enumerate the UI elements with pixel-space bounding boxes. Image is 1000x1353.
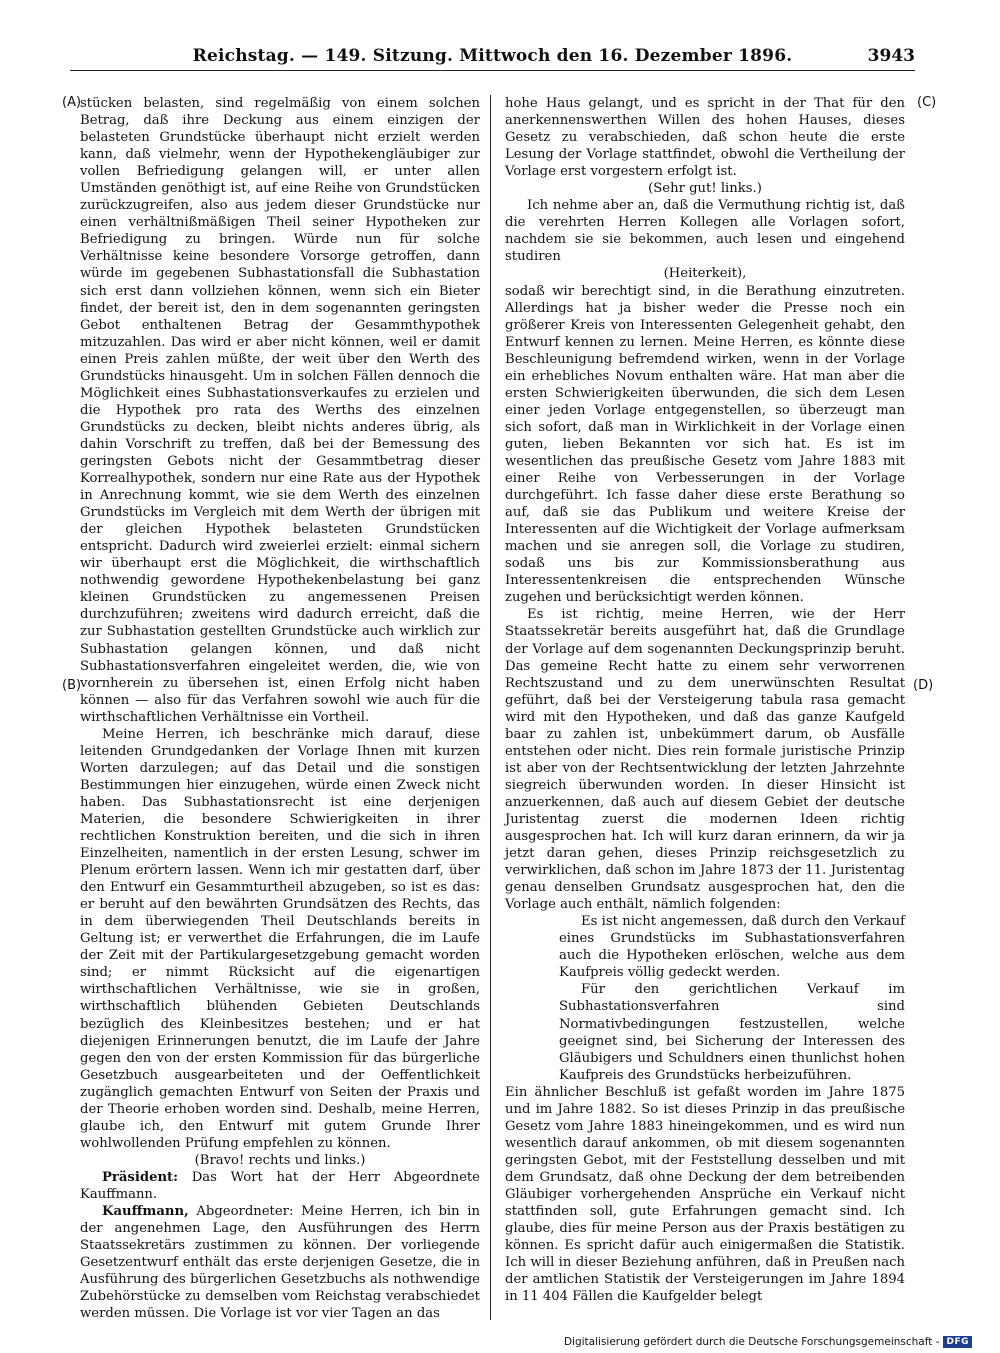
column-divider xyxy=(490,95,491,1320)
margin-marker-b: (B) xyxy=(62,678,82,693)
page-title: Reichstag. — 149. Sitzung. Mittwoch den 16. Dezember 1896. xyxy=(192,46,793,66)
margin-marker-a: (A) xyxy=(62,95,82,110)
paragraph: Ich nehme aber an, daß die Vermuthung richtig ist, daß die verehrten Herren Kollegen alle Vorlagen sofort, nachdem sie sie bekommen, auch lesen und eingehend studiren xyxy=(505,198,905,265)
dfg-logo: DFG xyxy=(943,1336,972,1348)
speaker-name: Präsident: xyxy=(102,1169,179,1185)
speaker-paragraph xyxy=(80,1203,480,1322)
reaction-note: (Bravo! rechts und links.) xyxy=(194,1152,366,1168)
footer-text: Digitalisierung gefördert durch die Deutsche Forschungsgemeinschaft - xyxy=(563,1336,940,1348)
right-column xyxy=(505,95,905,1305)
quotation: Für den gerichtlichen Verkauf im Subhastationsverfahren sind Normativbedingungen festzustellen, welche geeignet sind, bei Sicherung der Interessen des Gläubigers und Schuldners einen thunlichst hohen Kaufpreis des Grundstücks herbeizuführen. xyxy=(559,982,905,1083)
reaction-note: (Sehr gut! links.) xyxy=(648,181,762,197)
paragraph: hohe Haus gelangt, und es spricht in der That für den anerkennenswerthen Willen des hohen Hauses, dieses Gesetz zu verabschieden, daß schon heute die erste Lesung der Vorlage stattfindet, obwohl die Vertheilung der Vorlage erst vorgestern erfolgt ist. xyxy=(505,96,905,180)
paragraph: Ein ähnlicher Beschluß ist gefaßt worden im Jahre 1875 und im Jahre 1882. So ist dieses Prinzip in das preußische Gesetz vom Jahre 1883 hineingekommen, und es wird nun wesentlich darauf ankommen, ob mit diesem sogenannten geringsten Gebot, mit der Feststellung desselben und mit dem Grundsatz, daß ohne Deckung der dem betreibenden Gläubiger vorhergehenden Ansprüche ein Verkauf nicht stattfinden soll, gute Erfahrungen gemacht sind. Ich glaube, dies für meine Person aus der Praxis bestätigen zu können. Es spricht dafür auch einigermaßen die Statistik. Ich will in dieser Beziehung anführen, daß in Preußen nach der amtlichen Statistik der Versteigerungen im Jahre 1894 in 11 404 Fällen die Kaufgelder belegt xyxy=(505,1084,905,1305)
paragraph: Es ist richtig, meine Herren, wie der Herr Staatssekretär bereits ausgeführt hat, daß die Grundlage der Vorlage auf dem sogenannten Deckungsprinzip beruht. Das gemeine Recht hatte zu einem sehr verworrenen Rechtszustand und zu dem unerwünschten Resultat geführt, daß bei der Versteigerung tabula rasa gemacht wird mit den Hypotheken, und daß das ganze Kaufgeld baar zu zahlen ist, unbekümmert darum, ob Ausfälle entstehen oder nicht. Dies rein formale juristische Prinzip ist aber von der Rechtsentwicklung der letzten Jahrzehnte siegreich überwunden worden. In dieser Hinsicht ist anzuerkennen, daß auch auf diesem Gebiet der deutsche Juristentag zuerst die modernen Ideen richtig ausgesprochen hat. Ich will kurz daran erinnern, da wir ja jetzt daran gehen, dieses Prinzip reichsgesetzlich zu verwirklichen, daß schon im Jahre 1873 der 11. Juristentag genau denselben Grundsatz ausgesprochen hat, den die Vorlage auch enthält, nämlich folgenden: xyxy=(505,607,905,913)
paragraph: stücken belasten, sind regelmäßig von einem solchen Betrag, daß ihre Deckung aus einem einzigen der belasteten Grundstücke überhaupt nicht erzielt werden kann, daß vielmehr, wenn der Hypothekengläubiger zur vollen Befriedigung gelangen will, er unter allen Umständen genöthigt ist, auf eine Reihe von Grundstücken zurückzugreifen, also aus jedem dieser Grundstücke nur einen verhältnißmäßigen Theil seiner Hypotheken zur Befriedigung zu bringen. Würde nun für solche Verhältnisse keine besondere Vorsorge getroffen, dann würde im gegebenen Subhastationsfall die Subhastation sich erst dann vollziehen können, wenn sich ein Bieter findet, der bereit ist, den in dem sogenannten geringsten Gebot enthaltenen Betrag der Gesammthypothek mitzuzahlen. Das wird er aber nicht können, weil er damit einen Preis zahlen müßte, der weit über den Werth des Grundstücks hinausgeht. Um in solchen Fällen dennoch die Möglichkeit eines Subhastationsverkaufes zu erzielen und die Hypothek pro rata des Werths des einzelnen Grundstücks zu decken, bleibt nichts anderes übrig, als dahin Vorschrift zu treffen, daß bei der Bemessung des geringsten Gebots nicht der Gesammtbetrag dieser Korrealhypothek, sondern nur eine Rate aus der Hypothek in Anrechnung kommt, wie sie dem Werth des einzelnen Grundstücks im Vergleich mit dem Werth der übrigen mit der gleichen Hypothek belasteten Grundstücken entspricht. Dadurch wird zweierlei erzielt: einmal sichern wir überhaupt erst die Möglichkeit, die wirthschaftlich nothwendig gewordene Hypothekenbelastung bei ganz kleinen Grundstücken zu angemessenen Preisen durchzuführen; zweitens wird dadurch erreicht, daß die zur Subhastation gestellten Grundstücke auch wirklich zur Subhastation gelangen können, und daß nicht Subhastationsverfahren eingeleitet werden, die, wie von vornherein zu übersehen ist, einen Erfolg nicht haben können — also für das Verfahren sowohl wie auch für die wirthschaftlichen Verhältnisse ein Vortheil. xyxy=(80,96,480,725)
paragraph: Meine Herren, ich beschränke mich darauf, diese leitenden Grundgedanken der Vorlage Ihnen mit kurzen Worten darzulegen; auf das Detail und die sonstigen Bestimmungen hier einzugehen, würde einen Zweck nicht haben. Das Subhastationsrecht ist eine derjenigen Materien, die besondere Schwierigkeiten in ihrer rechtlichen Konstruktion bereiten, und die sich in ihren Einzelheiten, namentlich in der ersten Lesung, schwer im Plenum erörtern lassen. Wenn ich mir gestatten darf, über den Entwurf ein Gesammturtheil abzugeben, so ist es das: er beruht auf den bewährten Grundsätzen des Rechts, das in dem überwiegenden Theil Deutschlands bereits in Geltung ist; er verwerthet die Erfahrungen, die im Laufe der Zeit mit der Partikulargesetzgebung gemacht worden sind; er nimmt Rücksicht auf die eigenartigen wirthschaftlichen Verhältnisse, wie sie in großen, wirthschaftlich blühenden Gebieten Deutschlands bezüglich des Kleinbesitzes bestehen; und er hat diejenigen Erinnerungen benutzt, die im Laufe der Jahre gegen den von der ersten Kommission für das bürgerliche Gesetzbuch ausgearbeiteten und der Oeffentlichkeit zugänglich gemachten Entwurf von Seiten der Praxis und der Theorie erhoben worden sind. Deshalb, meine Herren, glaube ich, den Entwurf mit gutem Grunde Ihrer wohlwollenden Prüfung empfehlen zu können. xyxy=(80,726,480,1151)
digitization-footer xyxy=(564,1336,972,1348)
left-column xyxy=(80,95,480,1322)
speaker-name: Kauffmann, xyxy=(102,1204,189,1220)
speech-text: Abgeordneter: Meine Herren, ich bin in der angenehmen Lage, den Ausführungen des Herrn Staatssekretärs zustimmen zu können. Der vorliegende Gesetzentwurf enthält das erste derjenigen Gesetze, die in Ausführung des bürgerlichen Gesetzbuchs als nothwendige Zubehörstücke zu demselben vom Reichstag verabschiedet werden müssen. Die Vorlage ist vor vier Tagen an das xyxy=(80,1204,480,1322)
reaction-note: (Heiterkeit), xyxy=(663,266,747,282)
quotation: Es ist nicht angemessen, daß durch den Verkauf eines Grundstücks im Subhastationsverfahren auch die Hypotheken erlöschen, welche aus dem Kaufpreis völlig gedeckt werden. xyxy=(559,914,905,981)
page-number: 3943 xyxy=(867,46,915,66)
paragraph: sodaß wir berechtigt sind, in die Berathung einzutreten. Allerdings hat ja bisher weder die Presse noch ein größerer Kreis von Interessenten Gelegenheit gehabt, den Entwurf kennen zu lernen. Meine Herren, es könnte diese Beschleunigung befremdend wirken, wenn in der Vorlage ein erhebliches Novum enthalten wäre. Hat man aber die ersten Schwierigkeiten überwunden, die sich dem Lesen einer jeden Vorlage entgegenstellen, so überzeugt man sich sofort, daß man in Wirklichkeit in der Vorlage einen guten, lieben Bekannten vor sich hat. Es ist im wesentlichen das preußische Gesetz vom Jahre 1883 mit einer Reihe von Verbesserungen in der Vorlage durchgeführt. Ich fasse daher diese erste Berathung so auf, daß sie das Publikum und weitere Kreise der Interessenten auf die Wichtigkeit der Vorlage aufmerksam machen und sie anregen soll, die Vorlage zu studiren, sodaß uns bis zur Kommissionsberathung aus Interessentenkreisen die entsprechenden Wünsche zugehen und berücksichtigt werden können. xyxy=(505,283,905,606)
speaker-paragraph xyxy=(80,1169,480,1203)
speech-text: Das Wort hat der Herr Abgeordnete Kauffmann. xyxy=(80,1169,480,1202)
margin-marker-c: (C) xyxy=(917,95,937,110)
page-header xyxy=(70,46,915,71)
margin-marker-d: (D) xyxy=(913,678,934,693)
